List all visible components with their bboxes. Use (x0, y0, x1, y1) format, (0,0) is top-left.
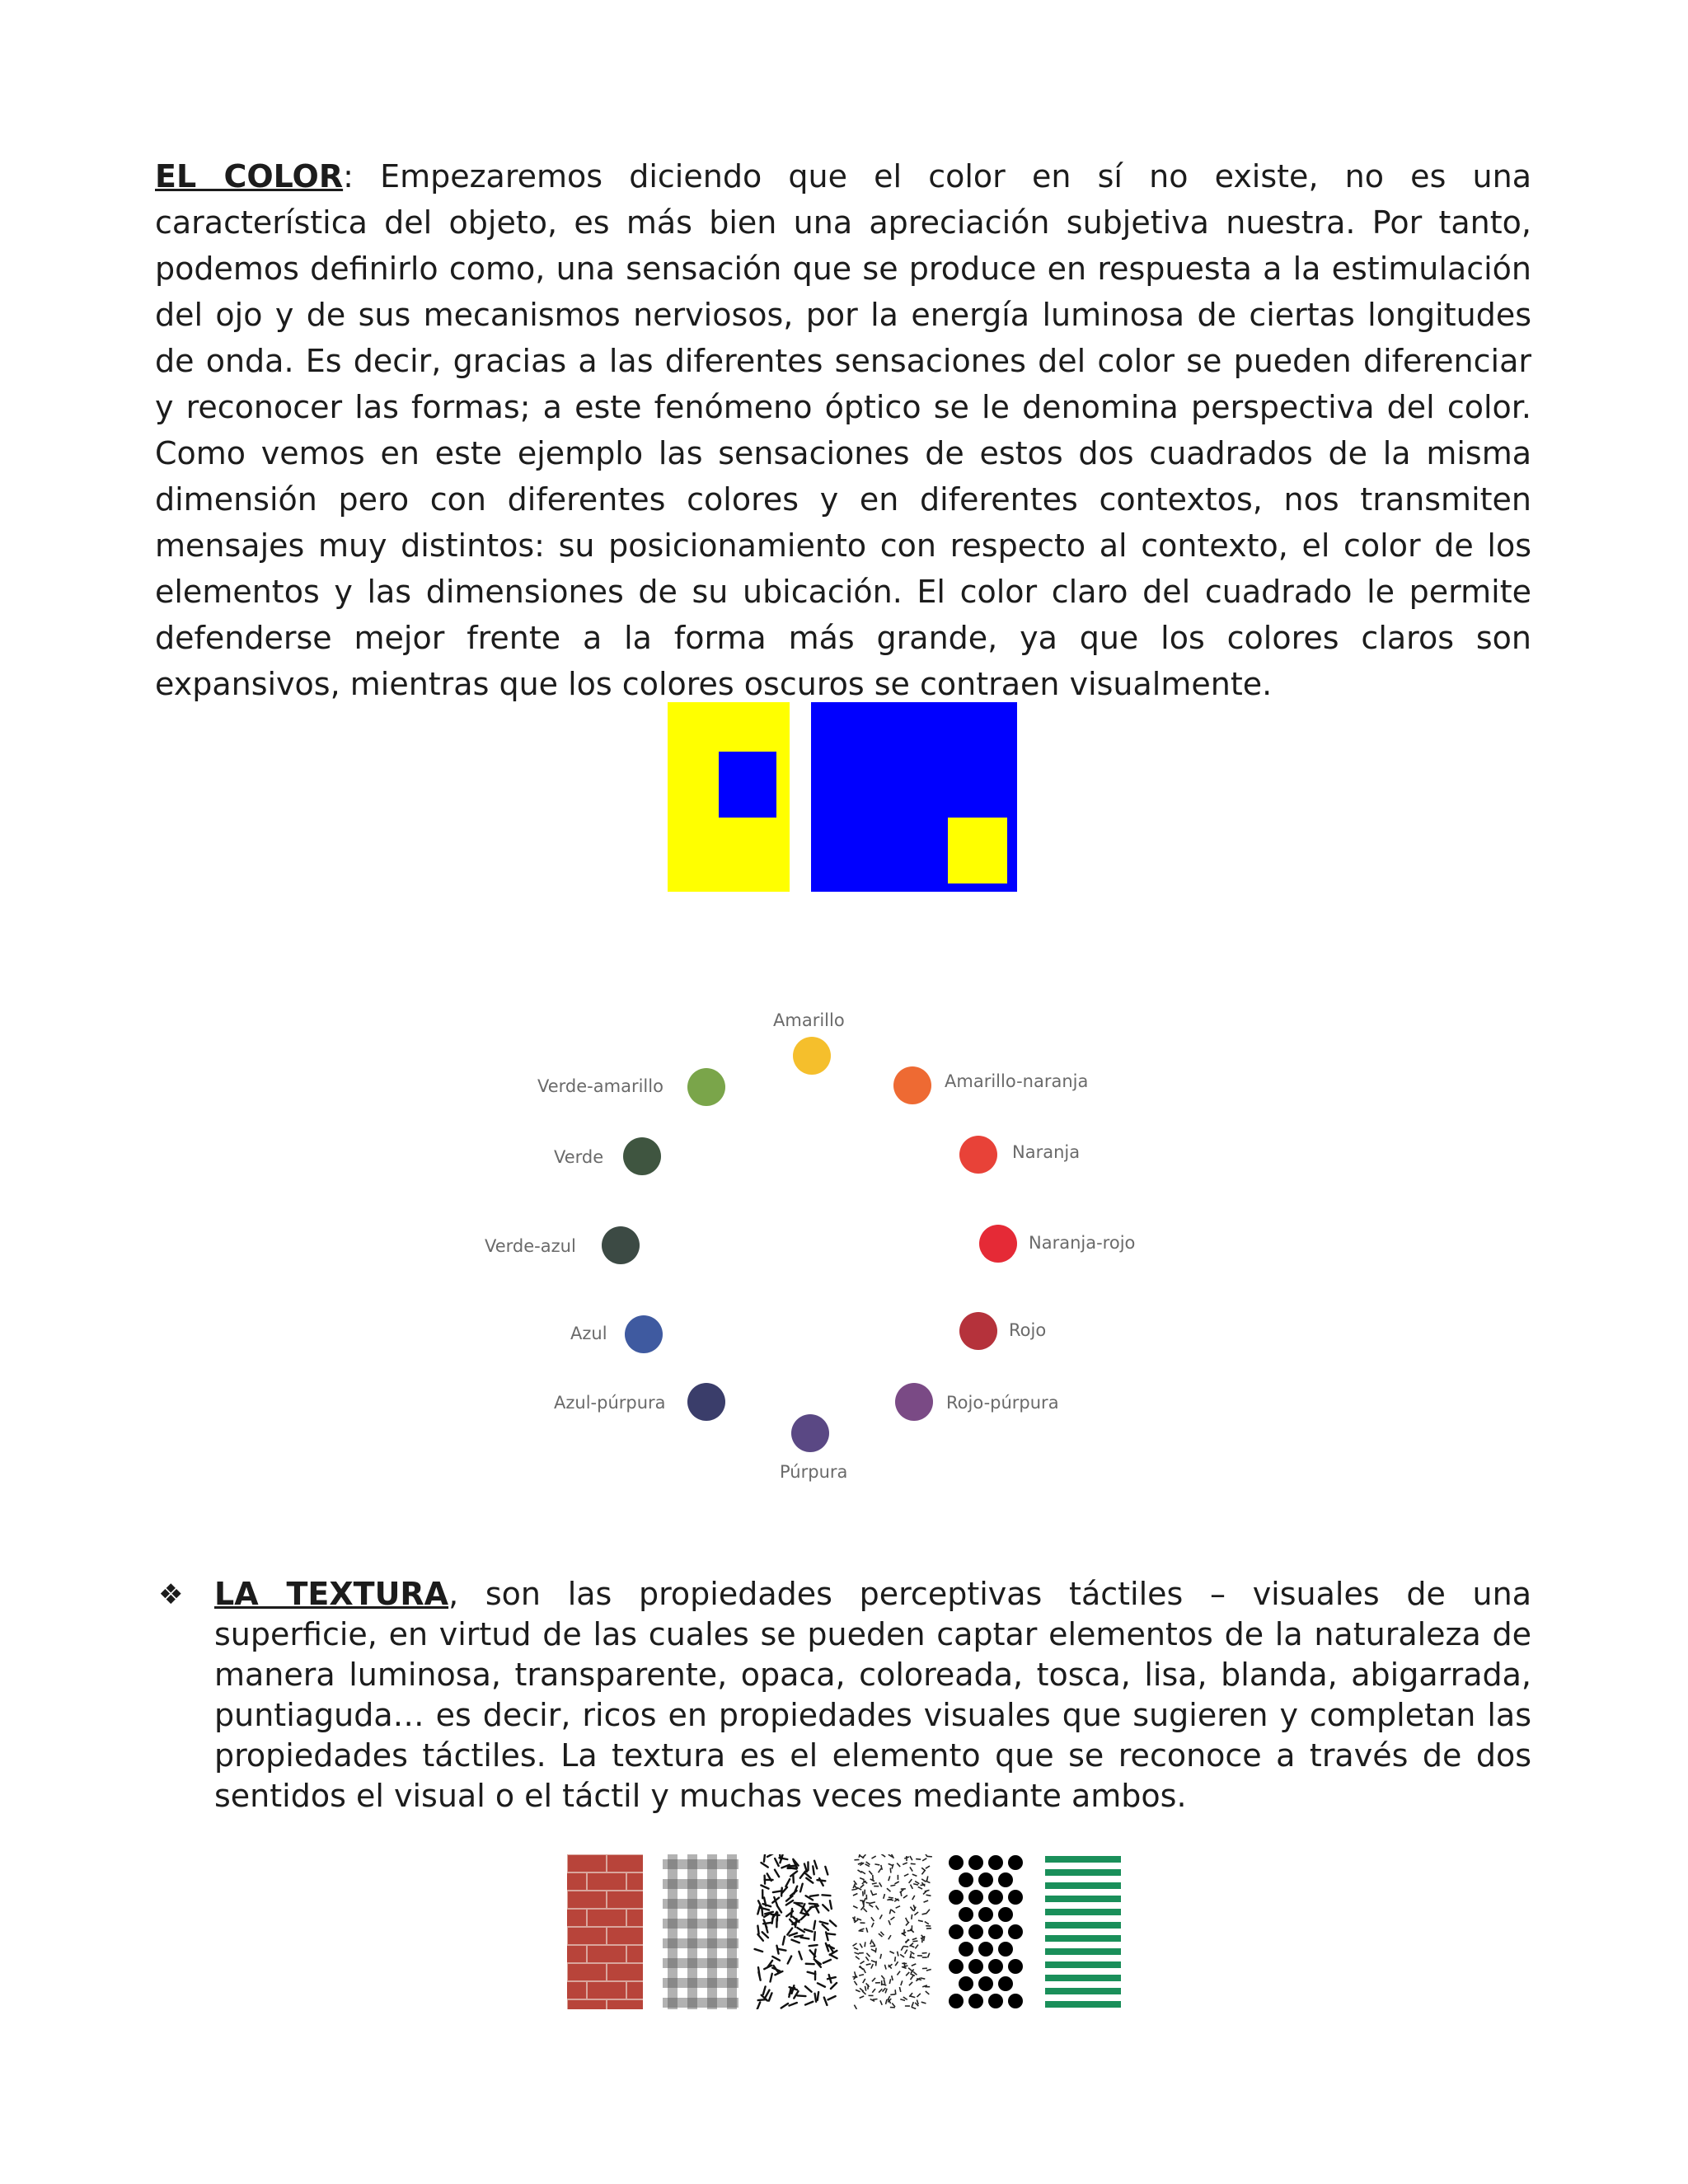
wheel-label-11: Verde (554, 1147, 604, 1167)
wheel-dot-7 (791, 1414, 829, 1452)
wheel-dot-12 (687, 1068, 725, 1106)
bullet-icon: ❖ (158, 1578, 184, 1611)
texture-sample-speckle (851, 1854, 931, 2009)
texture-sample-brick (567, 1854, 643, 2009)
color-wheel (462, 997, 1203, 1508)
texture-samples (567, 1854, 1121, 2009)
wheel-label-5: Rojo (1009, 1320, 1047, 1340)
wheel-dot-4 (979, 1225, 1017, 1263)
texture-sample-stripes (1045, 1854, 1121, 2009)
wheel-dot-3 (959, 1136, 997, 1174)
wheel-dot-1 (793, 1037, 831, 1075)
wheel-dot-9 (625, 1315, 663, 1353)
small-blue-square (719, 752, 776, 818)
wheel-label-8: Azul-púrpura (554, 1393, 666, 1413)
wheel-dot-11 (623, 1137, 661, 1175)
wheel-dot-2 (893, 1066, 931, 1104)
color-text: : Empezaremos diciendo que el color en sí no existe, no es una característica del objeto, es más bien una apreciación subjetiva nuestra. Por tanto, podemos definirlo como, una sensación que se produce en respuesta a la estimulación del ojo y de sus mecanismos nerviosos, por la energía luminosa de ciertas longitudes de onda. Es decir, gracias a las diferentes sensaciones del color se pueden diferenciar y reconocer las formas; a este fenómeno óptico se le denomina perspectiva del color. Como vemos en este ejemplo las sensaciones de estos dos cuadrados de la misma dimensión pero con diferentes colores y en diferentes contextos, nos transmiten mensajes muy distintos: su posicionamiento con respecto al contexto, el color de los elementos y las dimensiones de su ubicación. El color claro del cuadrado le permite defenderse mejor frente a la forma más grande, ya que los colores claros son expansivos, mientras que los colores oscuros se contraen visualmente. (155, 158, 1531, 702)
color-heading: EL COLOR (155, 158, 344, 194)
texture-sample-dots (949, 1854, 1025, 2009)
texture-paragraph (214, 1574, 1531, 1816)
wheel-label-6: Rojo-púrpura (946, 1393, 1059, 1413)
small-yellow-square (948, 818, 1007, 883)
texture-sample-dashes (755, 1854, 837, 2009)
wheel-label-7: Púrpura (780, 1462, 848, 1482)
texture-sample-gingham (663, 1854, 738, 2009)
wheel-dot-5 (959, 1312, 997, 1350)
wheel-dot-8 (687, 1383, 725, 1421)
wheel-label-4: Naranja-rojo (1029, 1233, 1136, 1253)
color-paragraph (155, 153, 1531, 707)
wheel-label-2: Amarillo-naranja (945, 1071, 1089, 1091)
wheel-label-9: Azul (570, 1324, 607, 1343)
texture-text: , son las propiedades perceptivas táctiles – visuales de una superficie, en virtud de las cuales se pueden captar elementos de la naturaleza de manera luminosa, transparente, opaca, coloreada, tosca, lisa, blanda, abigarrada, puntiaguda… es decir, ricos en propiedades visuales que sugieren y completan las propiedades táctiles. La textura es el elemento que se reconoce a través de dos sentidos el visual o el táctil y muchas veces mediante ambos. (214, 1576, 1531, 1814)
wheel-label-10: Verde-azul (485, 1236, 576, 1256)
wheel-label-1: Amarillo (773, 1010, 845, 1030)
wheel-dot-6 (895, 1383, 933, 1421)
texture-heading: LA TEXTURA (214, 1576, 449, 1612)
wheel-dot-10 (602, 1226, 640, 1264)
wheel-label-3: Naranja (1012, 1142, 1081, 1162)
squares-figure (668, 702, 1017, 892)
wheel-label-12: Verde-amarillo (537, 1076, 663, 1096)
